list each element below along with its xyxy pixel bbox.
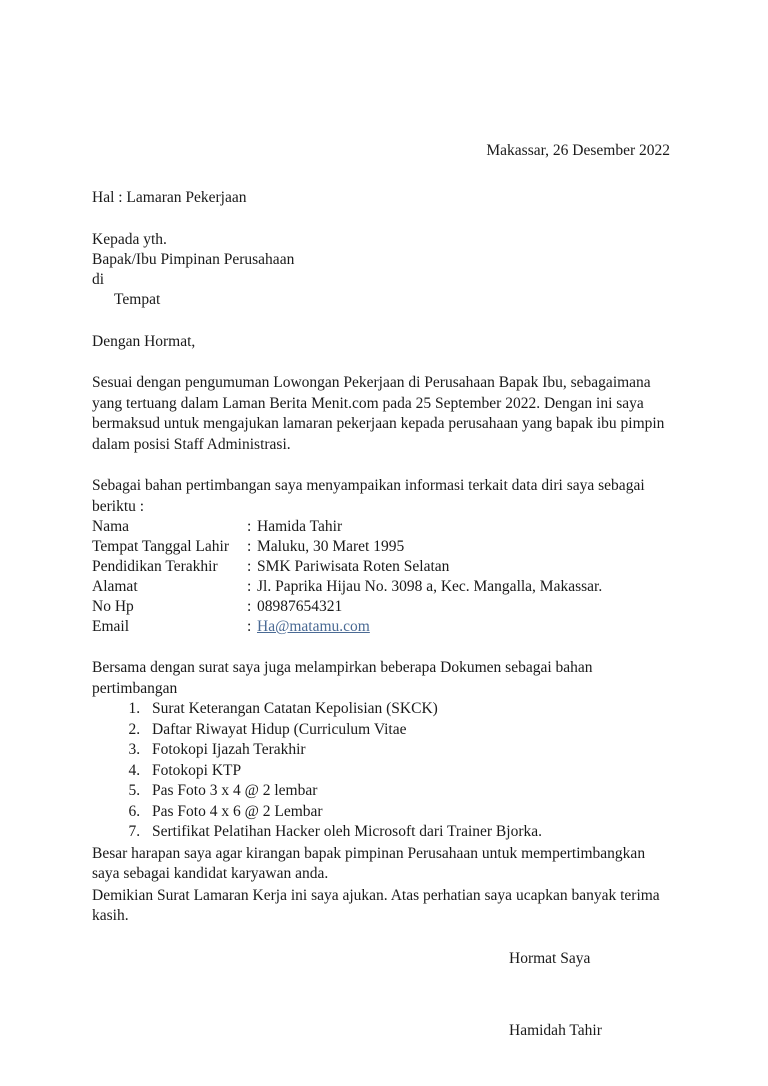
personal-data-label: Tempat Tanggal Lahir	[92, 538, 229, 555]
personal-data-label: Email	[92, 618, 130, 635]
closing-paragraph-1: Besar harapan saya agar kirangan bapak pimpinan Perusahaan untuk mempertimbangkan saya sebagai kandidat karyawan anda.	[92, 844, 646, 882]
personal-data-separator: :	[247, 538, 252, 555]
attachment-item: 1. Surat Keterangan Catatan Kepolisian (SKCK)	[144, 699, 670, 720]
recipient-line-place: Tempat	[114, 291, 161, 308]
recipient-line-at: di	[92, 271, 105, 288]
personal-data-row	[92, 617, 602, 637]
personal-data-row	[92, 537, 602, 557]
attachments-intro: Bersama dengan surat saya juga melampirkan beberapa Dokumen sebagai bahan pertimbangan	[92, 659, 593, 697]
personal-data-row	[92, 517, 602, 537]
personal-data-row	[92, 557, 602, 577]
email-link[interactable]: Ha@matamu.com	[257, 618, 370, 635]
recipient-line-salutation: Kepada yth.	[92, 231, 167, 248]
subject-line: Hal : Lamaran Pekerjaan	[92, 189, 247, 206]
attachment-item: 4. Fotokopi KTP	[144, 761, 670, 782]
date-line: Makassar, 26 Desember 2022	[486, 142, 670, 159]
signature-name: Hamidah Tahir	[509, 1021, 602, 1039]
sign-off: Hormat Saya	[509, 949, 591, 967]
personal-data-table	[92, 517, 602, 637]
attachment-item: 5. Pas Foto 3 x 4 @ 2 lembar	[144, 781, 670, 802]
personal-data-separator: :	[247, 578, 252, 595]
letter-content	[92, 0, 670, 1041]
personal-data-separator: :	[247, 598, 252, 615]
personal-data-value: Hamida Tahir	[257, 518, 343, 535]
personal-data-value: 08987654321	[257, 598, 343, 615]
personal-data-label: Pendidikan Terakhir	[92, 558, 218, 575]
personal-data-value: SMK Pariwisata Roten Selatan	[257, 558, 450, 575]
personal-data-separator: :	[247, 558, 252, 575]
personal-data-row	[92, 597, 602, 617]
personal-data-separator: :	[247, 618, 252, 635]
personal-data-label: Nama	[92, 518, 130, 535]
personal-data-value: Jl. Paprika Hijau No. 3098 a, Kec. Mangalla, Makassar.	[257, 578, 603, 595]
attachment-item: 7. Sertifikat Pelatihan Hacker oleh Microsoft dari Trainer Bjorka.	[144, 822, 670, 843]
recipient-line-title: Bapak/Ibu Pimpinan Perusahaan	[92, 251, 295, 268]
personal-data-value[interactable]	[257, 617, 602, 637]
body-paragraph-1: Sesuai dengan pengumuman Lowongan Pekerjaan di Perusahaan Bapak Ibu, sebagaimana yang tertuang dalam Laman Berita Menit.com pada 25 September 2022. Dengan ini saya bermaksud untuk mengajukan lamaran pekerjaan kepada perusahaan yang bapak ibu pimpin dalam posisi Staff Administrasi.	[92, 374, 665, 453]
attachments-list	[92, 699, 670, 843]
personal-data-row	[92, 577, 602, 597]
attachment-item: 6. Pas Foto 4 x 6 @ 2 Lembar	[144, 802, 670, 823]
body-paragraph-2: Sebagai bahan pertimbangan saya menyampaikan informasi terkait data diri saya sebagai beriktu :	[92, 477, 645, 515]
personal-data-value: Maluku, 30 Maret 1995	[257, 538, 405, 555]
salutation: Dengan Hormat,	[92, 333, 196, 350]
attachment-item: 2. Daftar Riwayat Hidup (Curriculum Vitae	[144, 720, 670, 741]
closing-paragraph-2: Demikian Surat Lamaran Kerja ini saya ajukan. Atas perhatian saya ucapkan banyak terima kasih.	[92, 886, 660, 924]
personal-data-label: Alamat	[92, 578, 138, 595]
recipient-block	[92, 208, 670, 310]
personal-data-label: No Hp	[92, 598, 134, 615]
attachment-item: 3. Fotokopi Ijazah Terakhir	[144, 740, 670, 761]
personal-data-separator: :	[247, 518, 252, 535]
